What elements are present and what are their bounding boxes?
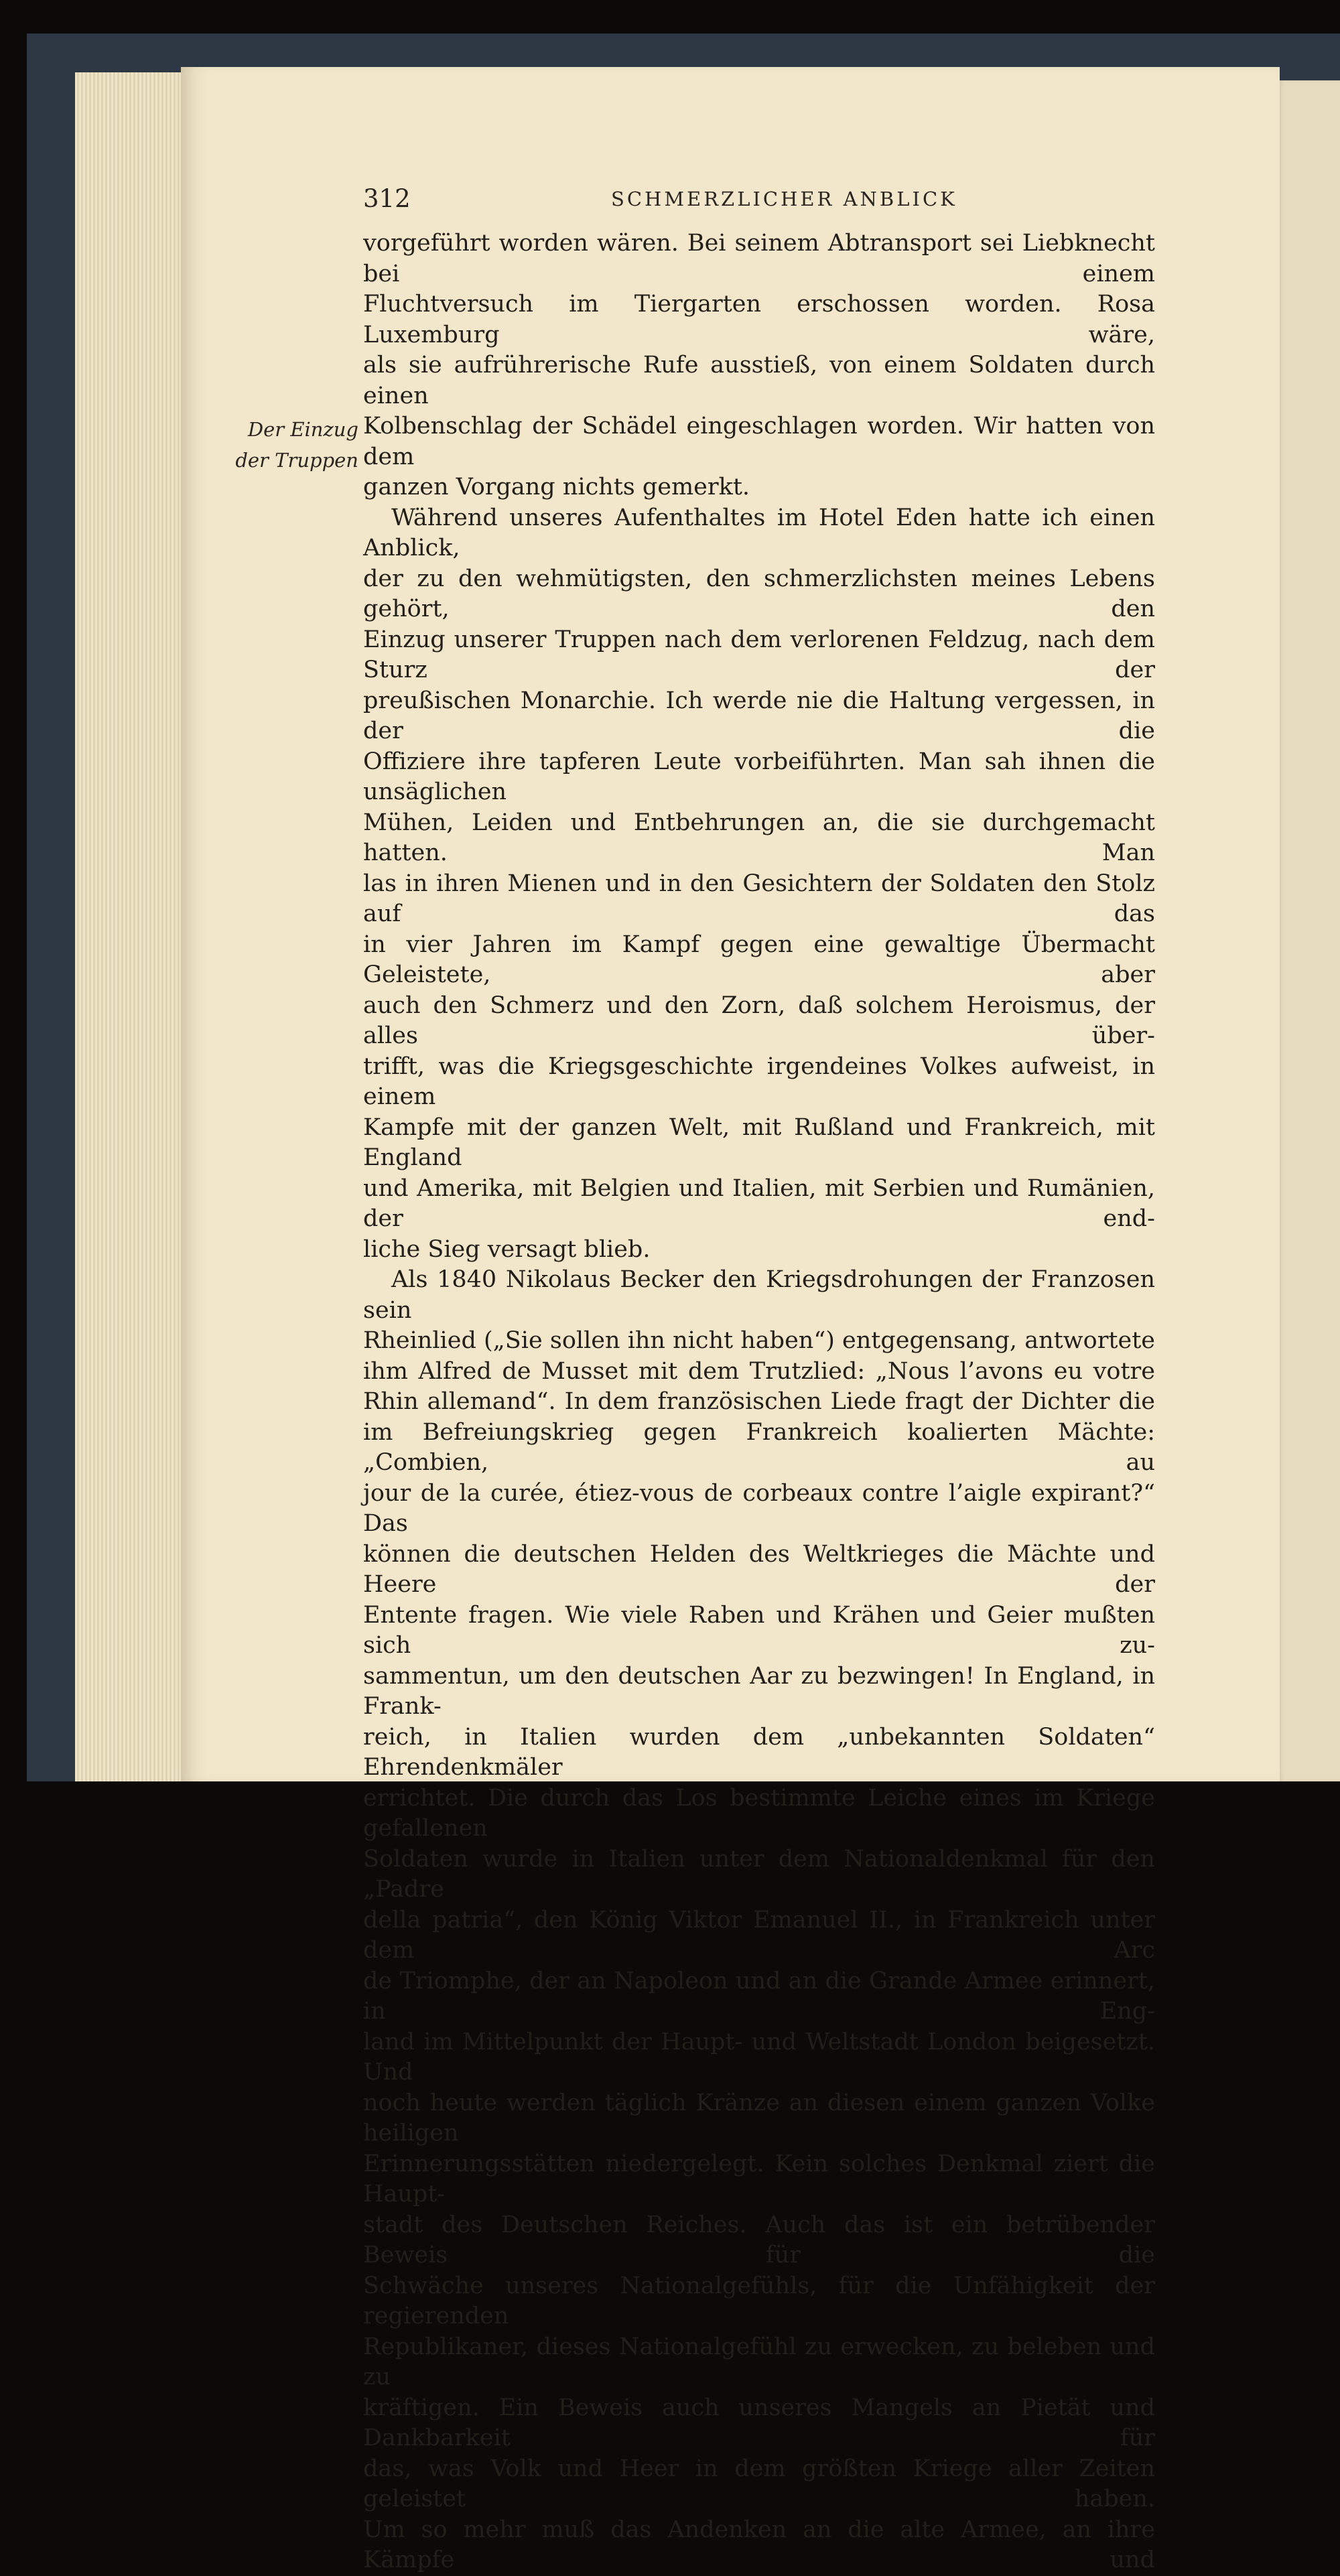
marginal-note-line: der Truppen <box>235 449 358 472</box>
text-line: Soldaten wurde in Italien unter dem Nationaldenkmal für den „Padre <box>363 1845 1155 1903</box>
text-line: kräftigen. Ein Beweis auch unseres Mangels an Pietät und Dankbarkeit für <box>363 2394 1155 2451</box>
page-number: 312 <box>363 184 411 213</box>
text-line: Während unseres Aufenthaltes im Hotel Eden hatte ich einen Anblick, <box>363 504 1155 561</box>
text-line: ganzen Vorgang nichts gemerkt. <box>363 474 750 500</box>
text-line: Offiziere ihre tapferen Leute vorbeiführten. Man sah ihnen die unsäglichen <box>363 748 1155 805</box>
text-line: Kampfe mit der ganzen Welt, mit Rußland und Frankreich, mit England <box>363 1113 1155 1171</box>
page-header <box>363 182 1154 216</box>
text-line: und Amerika, mit Belgien und Italien, mit Serbien und Rumänien, der end- <box>363 1174 1155 1232</box>
text-line: Republikaner, dieses Nationalgefühl zu erwecken, zu beleben und zu <box>363 2333 1155 2390</box>
text-line: Kolbenschlag der Schädel eingeschlagen worden. Wir hatten von dem <box>363 413 1155 470</box>
text-line: sammentun, um den deutschen Aar zu bezwingen! In England, in Frank- <box>363 1662 1155 1720</box>
text-line: jour de la curée, étiez-vous de corbeaux contre l’aigle expirant?“ Das <box>363 1479 1155 1537</box>
running-head: SCHMERZLICHER ANBLICK <box>611 188 957 210</box>
text-line: stadt des Deutschen Reiches. Auch das ist ein betrübender Beweis für die <box>363 2211 1155 2268</box>
text-line: vorgeführt worden wären. Bei seinem Abtransport sei Liebknecht bei einem <box>363 230 1155 287</box>
text-line: Schwäche unseres Nationalgefühls, für die Unfähigkeit der regierenden <box>363 2272 1155 2329</box>
text-line: liche Sieg versagt blieb. <box>363 1235 651 1263</box>
text-line: Erinnerungsstätten niedergelegt. Kein solches Denkmal ziert die Haupt- <box>363 2150 1155 2208</box>
text-line: Rheinlied („Sie sollen ihn nicht haben“) entgegensang, antwortete <box>363 1327 1155 1354</box>
text-line: ihm Alfred de Musset mit dem Trutzlied: „Nous l’avons eu votre <box>363 1357 1155 1385</box>
text-line: als sie aufrührerische Rufe ausstieß, von einem Soldaten durch einen <box>363 352 1155 409</box>
text-line: land im Mittelpunkt der Haupt- und Weltstadt London beigesetzt. Und <box>363 2028 1155 2086</box>
text-line: können die deutschen Helden des Weltkrieges die Mächte und Heere der <box>363 1540 1155 1598</box>
text-line: errichtet. Die durch das Los bestimmte Leiche eines im Kriege gefallenen <box>363 1784 1155 1842</box>
text-line: Fluchtversuch im Tiergarten erschossen worden. Rosa Luxemburg wäre, <box>363 291 1155 348</box>
text-line: las in ihren Mienen und in den Gesichtern der Soldaten den Stolz auf das <box>363 870 1155 927</box>
text-line: noch heute werden täglich Kränze an diesen einem ganzen Volke heiligen <box>363 2089 1155 2147</box>
text-line: das, was Volk und Heer in dem größten Kriege aller Zeiten geleistet haben. <box>363 2455 1155 2512</box>
marginal-note-line: Der Einzug <box>247 418 358 441</box>
body-text <box>363 228 1155 2576</box>
text-line: Um so mehr muß das Andenken an die alte Armee, an ihre Kämpfe und <box>363 2516 1155 2573</box>
text-line: reich, in Italien wurden dem „unbekannten Soldaten“ Ehrendenkmäler <box>363 1723 1155 1781</box>
text-line: der zu den wehmütigsten, den schmerzlichsten meines Lebens gehört, den <box>363 565 1155 622</box>
text-line: Einzug unserer Truppen nach dem verlorenen Feldzug, nach dem Sturz der <box>363 626 1155 683</box>
text-line: in vier Jahren im Kampf gegen eine gewaltige Übermacht Geleistete, aber <box>363 931 1155 988</box>
text-line: im Befreiungskrieg gegen Frankreich koalierten Mächte: „Combien, au <box>363 1418 1155 1476</box>
text-line: Mühen, Leiden und Entbehrungen an, die sie durchgemacht hatten. Man <box>363 809 1155 866</box>
text-line: della patria“, den König Viktor Emanuel II., in Frankreich unter dem Arc <box>363 1906 1155 1964</box>
marginal-note <box>231 414 358 476</box>
text-line: Rhin allemand“. In dem französischen Liede fragt der Dichter die <box>363 1388 1155 1415</box>
text-line: Entente fragen. Wie viele Raben und Krähen und Geier mußten sich zu- <box>363 1601 1155 1659</box>
text-line: Als 1840 Nikolaus Becker den Kriegsdrohungen der Franzosen sein <box>363 1266 1155 1324</box>
text-line: trifft, was die Kriegsgeschichte irgendeines Volkes aufweist, in einem <box>363 1053 1155 1110</box>
text-line: auch den Schmerz und den Zorn, daß solchem Heroismus, der alles über- <box>363 992 1155 1049</box>
text-line: preußischen Monarchie. Ich werde nie die Haltung vergessen, in der die <box>363 687 1155 744</box>
text-line: de Triomphe, der an Napoleon und an die Grande Armee erinnert, in Eng- <box>363 1967 1155 2025</box>
next-page-edge <box>1276 80 1340 1781</box>
